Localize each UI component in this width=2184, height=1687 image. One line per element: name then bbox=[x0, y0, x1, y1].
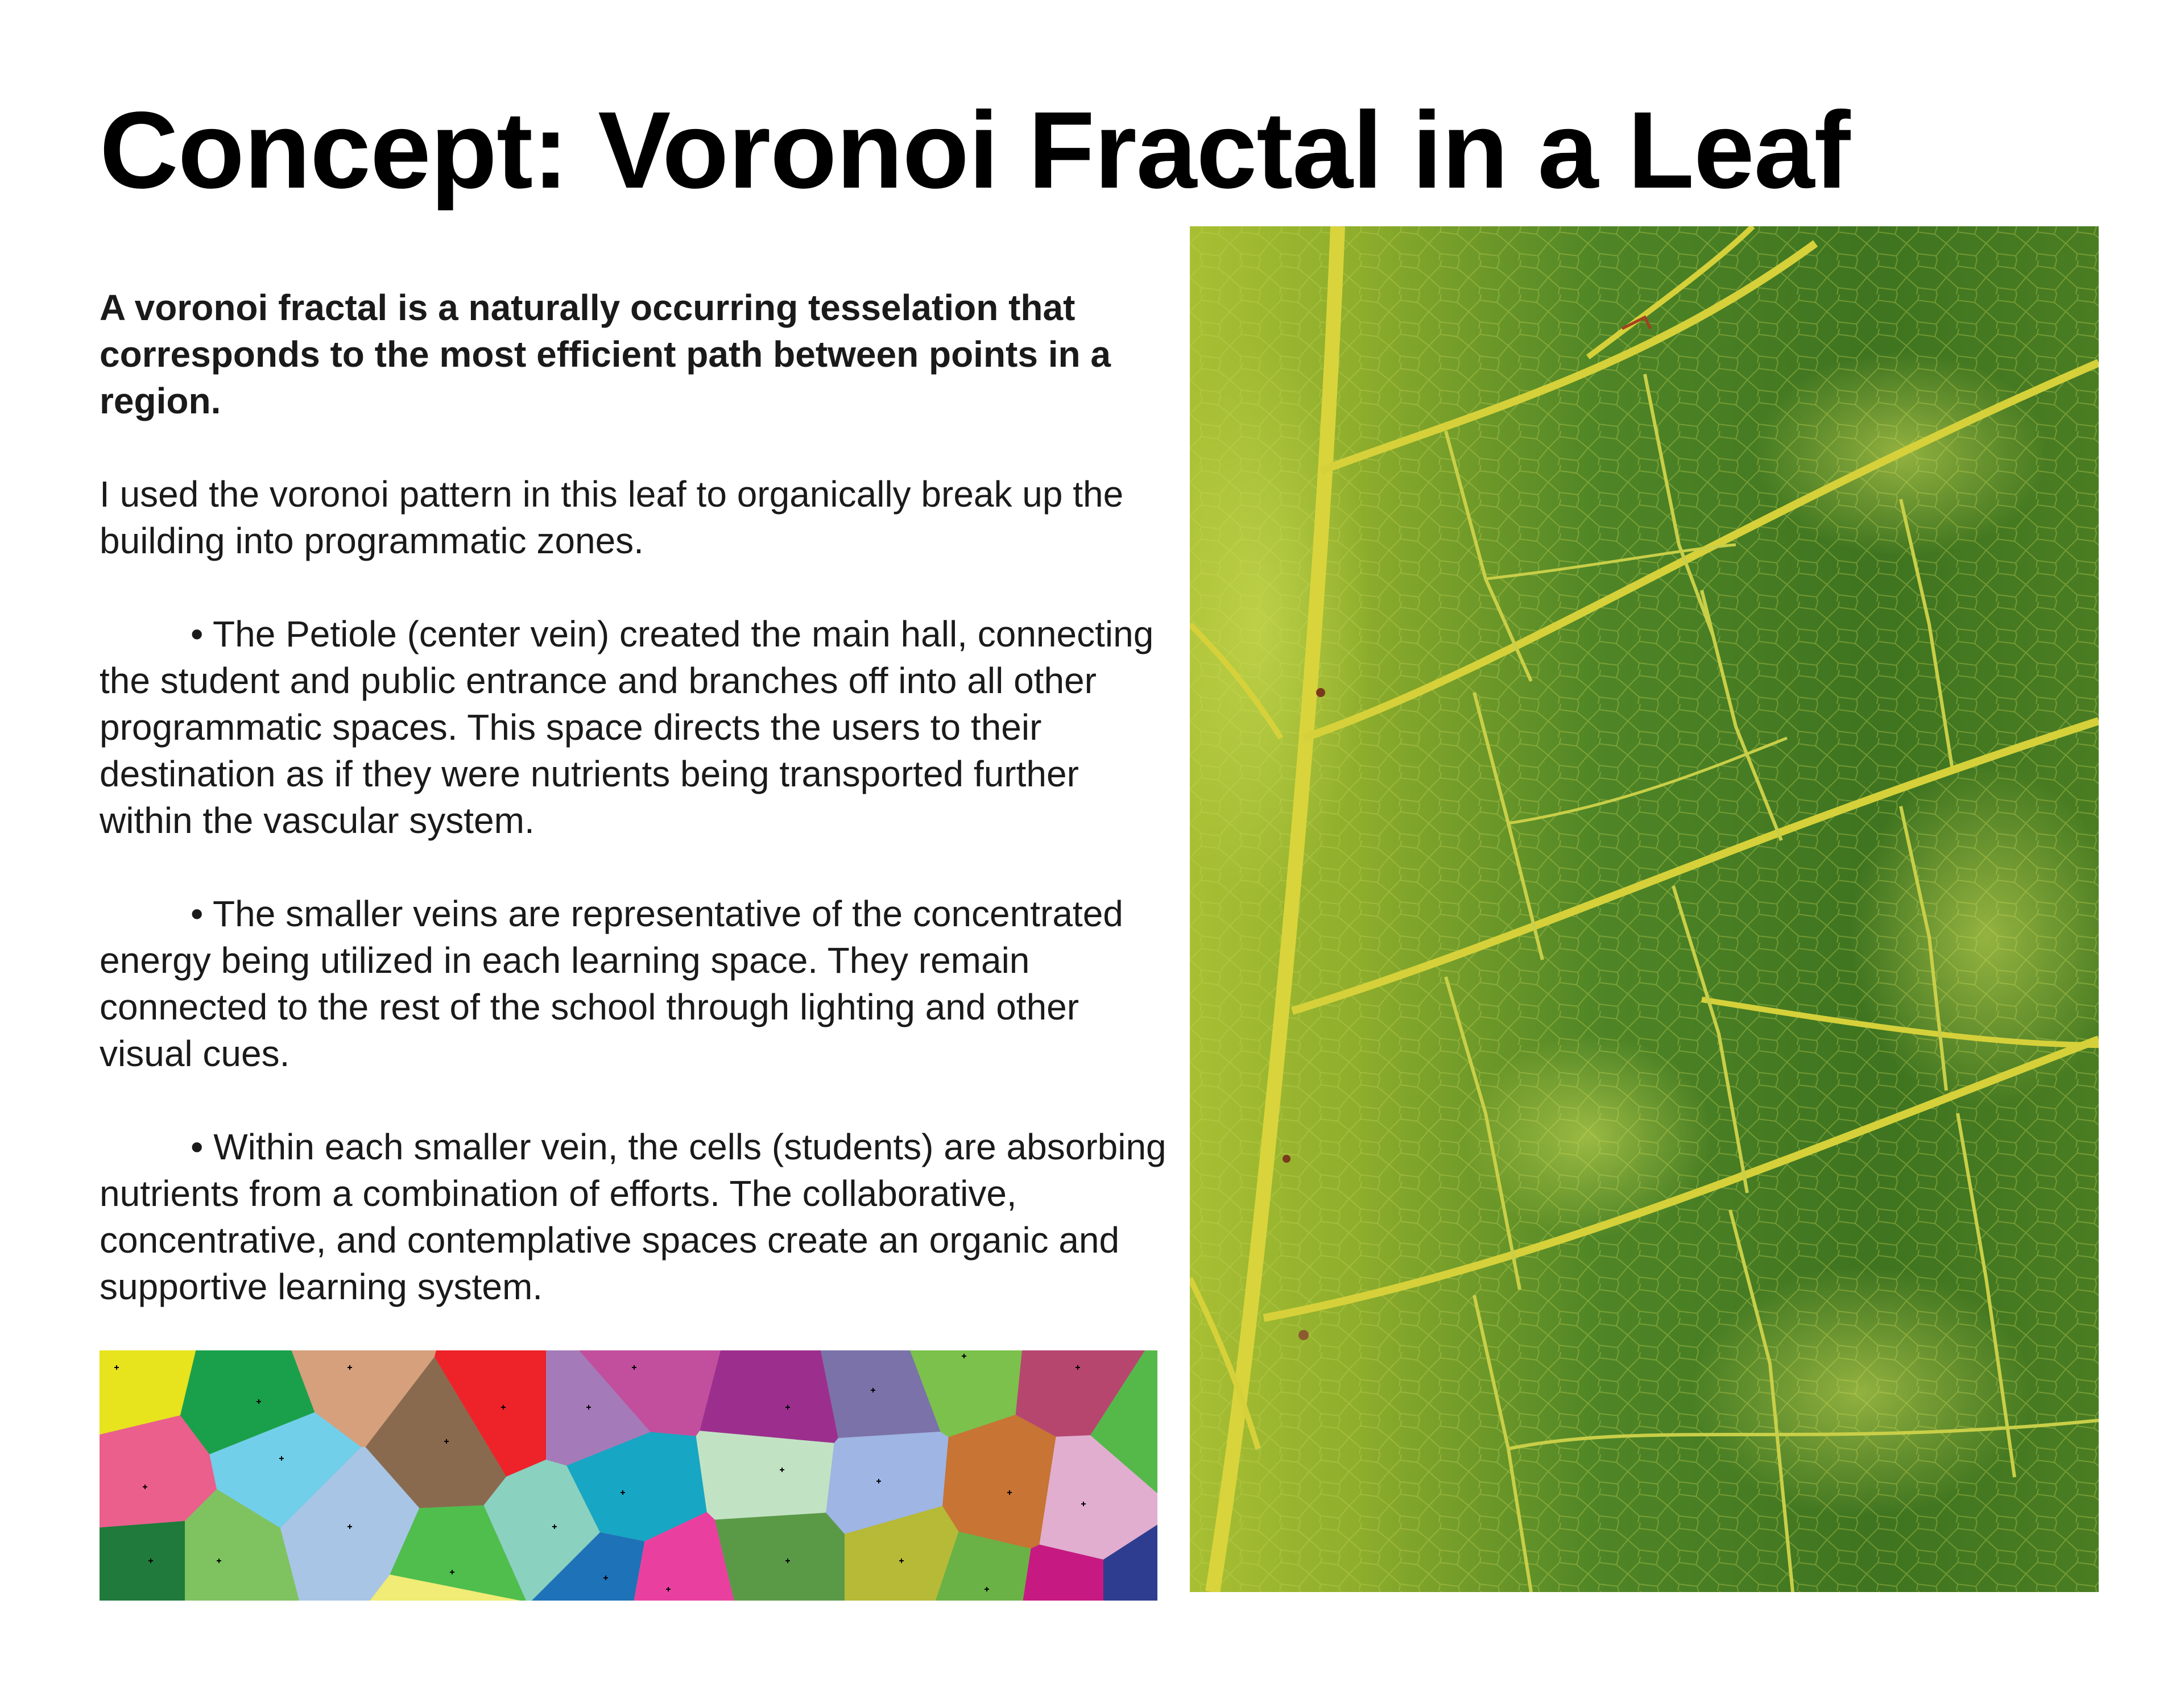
bullet-cells-text: • Within each smaller vein, the cells (students) are absorbing nutrients from a combination of efforts. The collaborative, concentrative, and contemplative spaces create an organic and supportive learning system. bbox=[100, 1126, 1167, 1307]
intro-paragraph: A voronoi fractal is a naturally occurring tesselation that corresponds to the most efficient path between points in a region. bbox=[100, 287, 1111, 421]
bullet-cells bbox=[100, 1124, 1169, 1310]
voronoi-cell bbox=[942, 1415, 1056, 1548]
body-text bbox=[100, 284, 1169, 1357]
voronoi-cell bbox=[700, 1350, 838, 1443]
bullet-petiole-text: • The Petiole (center vein) created the main hall, connecting the student and public entrance and branches off into all other programmatic spaces. This space directs the users to their destination as if they were nutrients being transported further within the vascular system. bbox=[100, 614, 1154, 841]
programmatic-zones-paragraph: I used the voronoi pattern in this leaf to organically break up the building into programmatic zones. bbox=[100, 474, 1124, 561]
leaf-vein-photo bbox=[1190, 226, 2099, 1592]
voronoi-tessellation bbox=[100, 1350, 1157, 1601]
voronoi-cell bbox=[715, 1513, 845, 1601]
voronoi-diagram bbox=[100, 1350, 1157, 1601]
page-title: Concept: Voronoi Fractal in a Leaf bbox=[100, 89, 1850, 211]
voronoi-cell bbox=[696, 1431, 834, 1519]
leaf-vein-illustration bbox=[1190, 226, 2099, 1592]
bullet-petiole bbox=[100, 611, 1169, 844]
voronoi-cell bbox=[100, 1521, 185, 1601]
bullet-smaller-veins-text: • The smaller veins are representative of the concentrated energy being utilized in each learning space. They remain connected to the rest of the school through lighting and other visual cues. bbox=[100, 893, 1123, 1074]
bullet-smaller-veins bbox=[100, 890, 1169, 1077]
